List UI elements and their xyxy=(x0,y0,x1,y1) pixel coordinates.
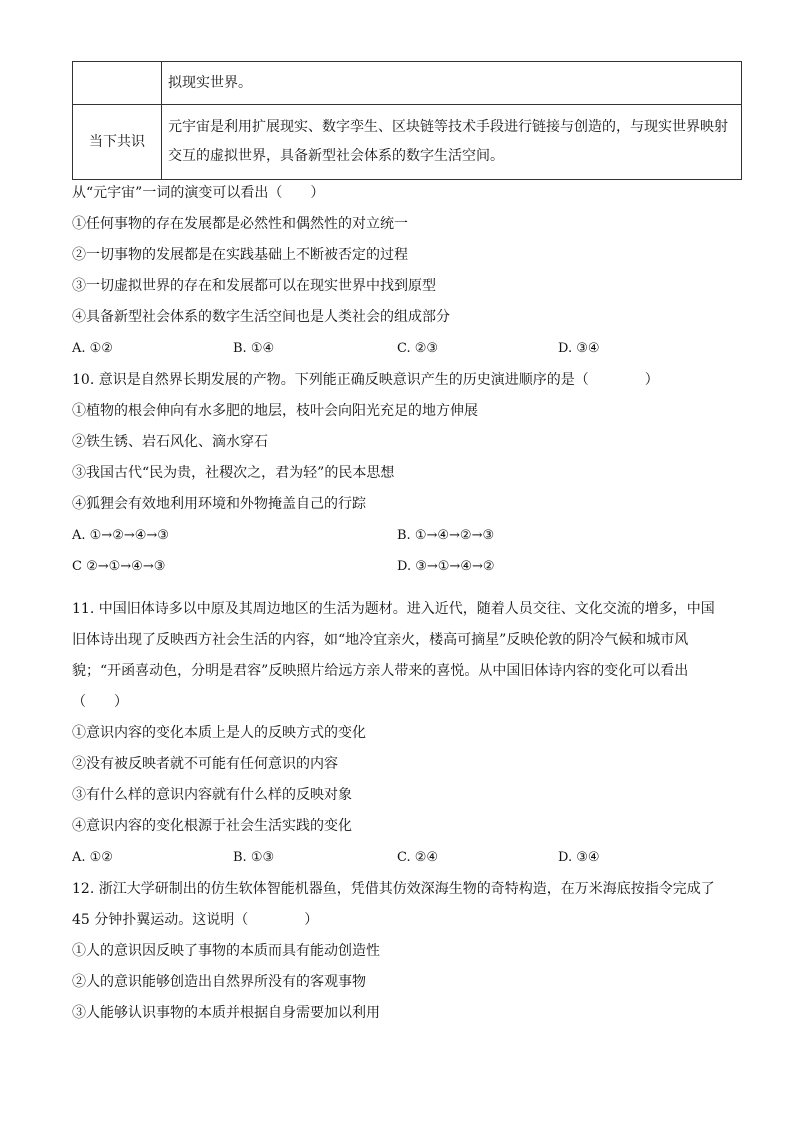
question-11-option-c: C. ②④ xyxy=(397,850,439,865)
question-10-option-d: D. ③→①→④→② xyxy=(397,559,495,574)
question-10-option-c: C ②→①→④→③ xyxy=(72,559,166,574)
question-9-item: ④具备新型社会体系的数字生活空间也是人类社会的组成部分 xyxy=(72,309,450,325)
question-9-option-b: B. ①④ xyxy=(233,341,275,356)
question-11-option-a: A. ①② xyxy=(72,850,113,865)
question-12-item: ①人的意识因反映了事物的本质而具有能动创造性 xyxy=(72,943,380,959)
table-content-cell: 拟现实世界。 xyxy=(162,62,742,105)
table-label-cell xyxy=(73,62,162,105)
question-9-item: ②一切事物的发展都是在实践基础上不断被否定的过程 xyxy=(72,247,408,263)
question-9-item: ③一切虚拟世界的存在和发展都可以在现实世界中找到原型 xyxy=(72,278,436,294)
question-10-item: ②铁生锈、岩石风化、滴水穿石 xyxy=(72,434,268,450)
question-11-option-d: D. ③④ xyxy=(558,850,600,865)
question-10-option-a: A. ①→②→④→③ xyxy=(72,528,169,543)
table-row xyxy=(73,62,742,105)
question-9-option-d: D. ③④ xyxy=(558,341,600,356)
question-11-stem-line: （ ） xyxy=(72,694,128,710)
question-10-item: ④狐狸会有效地利用环境和外物掩盖自己的行踪 xyxy=(72,496,366,512)
question-9-stem: 从“元宇宙”一词的演变可以看出（ ） xyxy=(72,185,325,201)
question-12-stem-line: 45 分钟扑翼运动。这说明（ ） xyxy=(72,912,319,928)
info-table xyxy=(72,61,742,180)
question-11-stem-line: 11. 中国旧体诗多以中原及其周边地区的生活为题材。进入近代，随着人员交往、文化交流的增多，中国 xyxy=(72,601,715,617)
question-11-option-b: B. ①③ xyxy=(233,850,275,865)
question-9-item: ①任何事物的存在发展都是必然性和偶然性的对立统一 xyxy=(72,216,408,232)
question-9-option-c: C. ②③ xyxy=(397,341,439,356)
question-12-stem-line: 12. 浙江大学研制出的仿生软体智能机器鱼，凭借其仿效深海生物的奇特构造，在万米海底按指令完成了 xyxy=(72,881,715,897)
table-content-line: 交互的虚拟世界，具备新型社会体系的数字生活空间。 xyxy=(168,148,504,164)
question-9-option-a: A. ①② xyxy=(72,341,113,356)
question-11-item: ④意识内容的变化根源于社会生活实践的变化 xyxy=(72,818,352,834)
table-content-cell xyxy=(162,105,742,180)
table-content-line: 元宇宙是利用扩展现实、数字孪生、区块链等技术手段进行链接与创造的，与现实世界映射 xyxy=(168,119,728,135)
question-12-item: ②人的意识能够创造出自然界所没有的客观事物 xyxy=(72,974,366,990)
question-10-option-b: B. ①→④→②→③ xyxy=(397,528,495,543)
question-11-stem-line: 旧体诗出现了反映西方社会生活的内容，如“地冷宜亲火，楼高可摘星”反映伦敦的阴冷气候和城市风 xyxy=(72,632,689,648)
question-11-item: ②没有被反映者就不可能有任何意识的内容 xyxy=(72,756,338,772)
question-12-item: ③人能够认识事物的本质并根据自身需要加以利用 xyxy=(72,1005,380,1021)
question-11-item: ①意识内容的变化本质上是人的反映方式的变化 xyxy=(72,725,366,741)
table-row xyxy=(73,105,742,180)
table-label-cell: 当下共识 xyxy=(73,105,162,180)
question-11-item: ③有什么样的意识内容就有什么样的反映对象 xyxy=(72,787,352,803)
question-10-stem: 10. 意识是自然界长期发展的产物。下列能正确反映意识产生的历史演进顺序的是（ ） xyxy=(72,372,659,388)
question-10-item: ③我国古代“民为贵，社稷次之，君为轻”的民本思想 xyxy=(72,465,395,481)
question-10-item: ①植物的根会伸向有水多肥的地层，枝叶会向阳光充足的地方伸展 xyxy=(72,403,478,419)
question-11-stem-line: 貌；“开函喜动色，分明是君容”反映照片给远方亲人带来的喜悦。从中国旧体诗内容的变化可以看出 xyxy=(72,663,689,679)
